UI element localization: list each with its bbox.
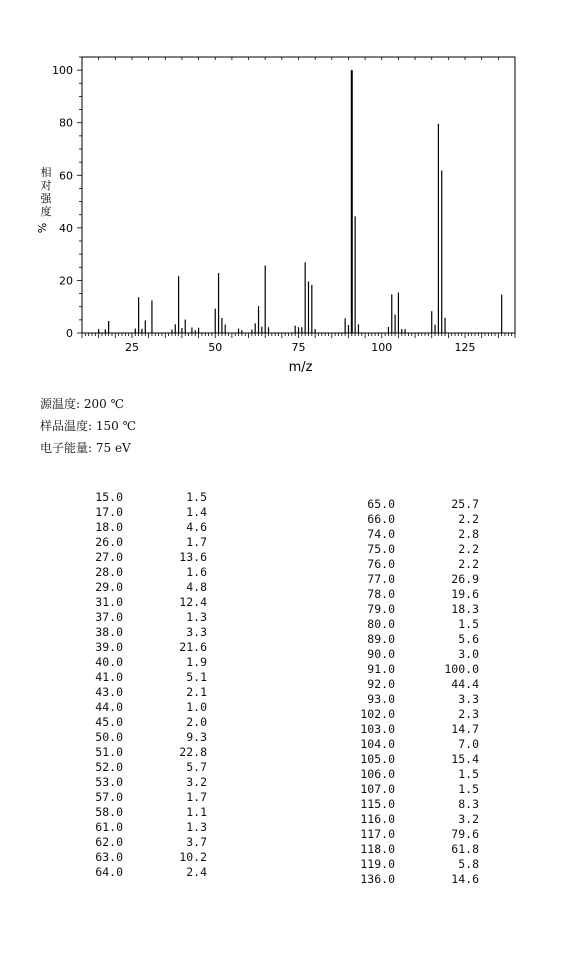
peak-row: [68, 490, 207, 505]
intensity-value: 1.7: [186, 535, 207, 549]
peak-row: [340, 722, 479, 737]
mz-value: 38.0: [95, 625, 123, 639]
peak-row: [68, 610, 207, 625]
instrument-conditions: [40, 393, 136, 459]
mz-value: 89.0: [367, 632, 395, 646]
y-tick-label: 60: [59, 169, 73, 183]
mz-value: 102.0: [360, 707, 395, 721]
intensity-value: 10.2: [179, 850, 207, 864]
mz-value: 17.0: [95, 505, 123, 519]
mz-value: 27.0: [95, 550, 123, 564]
peak-row: [68, 775, 207, 790]
intensity-value: 1.4: [186, 505, 207, 519]
mz-value: 79.0: [367, 602, 395, 616]
peak-row: [340, 797, 479, 812]
intensity-value: 3.2: [458, 812, 479, 826]
mz-value: 90.0: [367, 647, 395, 661]
peak-row: [68, 865, 207, 880]
peak-row: [68, 835, 207, 850]
mz-value: 43.0: [95, 685, 123, 699]
mz-value: 117.0: [360, 827, 395, 841]
mz-value: 50.0: [95, 730, 123, 744]
peak-row: [68, 700, 207, 715]
peak-row: [68, 730, 207, 745]
intensity-value: 1.5: [186, 490, 207, 504]
mz-value: 61.0: [95, 820, 123, 834]
mz-value: 58.0: [95, 805, 123, 819]
intensity-value: 1.7: [186, 790, 207, 804]
peak-row: [68, 580, 207, 595]
peak-table-left: [68, 490, 207, 880]
electron-energy: 电子能量: 75 eV: [40, 441, 131, 455]
intensity-value: 2.2: [458, 542, 479, 556]
intensity-value: 14.6: [451, 872, 479, 886]
peak-row: [340, 542, 479, 557]
peak-row: [68, 535, 207, 550]
mz-value: 116.0: [360, 812, 395, 826]
peak-row: [340, 857, 479, 872]
peak-row: [68, 685, 207, 700]
mz-value: 39.0: [95, 640, 123, 654]
plot-frame: [82, 57, 515, 333]
intensity-value: 1.0: [186, 700, 207, 714]
mz-value: 77.0: [367, 572, 395, 586]
intensity-value: 61.8: [451, 842, 479, 856]
intensity-value: 1.9: [186, 655, 207, 669]
peak-row: [68, 625, 207, 640]
intensity-value: 3.3: [458, 692, 479, 706]
mz-value: 74.0: [367, 527, 395, 541]
peak-row: [68, 640, 207, 655]
intensity-value: 18.3: [451, 602, 479, 616]
y-tick-label: 40: [59, 221, 73, 235]
source-temperature: 源温度: 200 ℃: [40, 397, 125, 411]
mz-value: 66.0: [367, 512, 395, 526]
intensity-value: 19.6: [451, 587, 479, 601]
mz-value: 80.0: [367, 617, 395, 631]
peak-row: [68, 565, 207, 580]
intensity-value: 5.6: [458, 632, 479, 646]
y-tick-label: 0: [66, 327, 73, 340]
intensity-value: 5.8: [458, 857, 479, 871]
peak-table-right: [340, 497, 479, 887]
mz-value: 104.0: [360, 737, 395, 751]
intensity-value: 2.8: [458, 527, 479, 541]
intensity-value: 1.1: [186, 805, 207, 819]
intensity-value: 13.6: [179, 550, 207, 564]
x-tick-label: 25: [124, 341, 139, 354]
mz-value: 62.0: [95, 835, 123, 849]
mz-value: 118.0: [360, 842, 395, 856]
peak-row: [340, 692, 479, 707]
intensity-value: 100.0: [444, 662, 479, 676]
peak-row: [340, 782, 479, 797]
intensity-value: 1.3: [186, 820, 207, 834]
mz-value: 93.0: [367, 692, 395, 706]
peak-row: [340, 872, 479, 887]
intensity-value: 44.4: [451, 677, 479, 691]
intensity-value: 79.6: [451, 827, 479, 841]
sample-temperature: 样品温度: 150 ℃: [40, 419, 137, 433]
mz-value: 57.0: [95, 790, 123, 804]
mz-value: 44.0: [95, 700, 123, 714]
y-tick-label: 20: [59, 274, 73, 288]
peak-row: [68, 505, 207, 520]
mz-value: 63.0: [95, 850, 123, 864]
peak-row: [340, 812, 479, 827]
intensity-value: 1.3: [186, 610, 207, 624]
y-tick-label: 80: [59, 116, 73, 130]
intensity-value: 5.7: [186, 760, 207, 774]
mz-value: 136.0: [360, 872, 395, 886]
peak-row: [68, 595, 207, 610]
x-tick-label: 125: [454, 341, 476, 354]
y-axis-label-char: 对: [40, 179, 52, 192]
x-tick-label: 100: [371, 341, 393, 354]
peak-row: [340, 677, 479, 692]
peak-row: [68, 520, 207, 535]
intensity-value: 9.3: [186, 730, 207, 744]
intensity-value: 7.0: [458, 737, 479, 751]
intensity-value: 2.4: [186, 865, 207, 879]
peak-row: [68, 670, 207, 685]
intensity-value: 26.9: [451, 572, 479, 586]
mz-value: 28.0: [95, 565, 123, 579]
mz-value: 37.0: [95, 610, 123, 624]
peak-row: [340, 662, 479, 677]
peak-row: [340, 512, 479, 527]
intensity-value: 2.0: [186, 715, 207, 729]
mz-value: 15.0: [95, 490, 123, 504]
intensity-value: 1.5: [458, 767, 479, 781]
mz-value: 53.0: [95, 775, 123, 789]
peak-row: [68, 790, 207, 805]
peak-row: [340, 752, 479, 767]
mz-value: 106.0: [360, 767, 395, 781]
intensity-value: 3.3: [186, 625, 207, 639]
mz-value: 40.0: [95, 655, 123, 669]
mz-value: 64.0: [95, 865, 123, 879]
x-axis-label: m/z: [288, 360, 313, 375]
mz-value: 52.0: [95, 760, 123, 774]
y-axis-label-char: 强: [40, 192, 52, 205]
peak-row: [68, 745, 207, 760]
peak-row: [340, 707, 479, 722]
intensity-value: 3.2: [186, 775, 207, 789]
peak-row: [340, 497, 479, 512]
peak-row: [68, 550, 207, 565]
intensity-value: 1.6: [186, 565, 207, 579]
mz-value: 78.0: [367, 587, 395, 601]
peak-row: [68, 805, 207, 820]
intensity-value: 2.2: [458, 512, 479, 526]
mz-value: 29.0: [95, 580, 123, 594]
intensity-value: 3.7: [186, 835, 207, 849]
y-tick-label: 100: [52, 64, 73, 78]
mz-value: 75.0: [367, 542, 395, 556]
peak-row: [340, 587, 479, 602]
intensity-value: 15.4: [451, 752, 479, 766]
intensity-value: 25.7: [451, 497, 479, 511]
peak-row: [68, 850, 207, 865]
peak-row: [340, 647, 479, 662]
mz-value: 76.0: [367, 557, 395, 571]
intensity-value: 8.3: [458, 797, 479, 811]
x-tick-label: 75: [291, 341, 306, 354]
peak-row: [340, 842, 479, 857]
intensity-value: 22.8: [179, 745, 207, 759]
mz-value: 91.0: [367, 662, 395, 676]
peak-row: [340, 557, 479, 572]
mz-value: 92.0: [367, 677, 395, 691]
mz-value: 51.0: [95, 745, 123, 759]
peak-row: [68, 820, 207, 835]
mz-value: 45.0: [95, 715, 123, 729]
peak-row: [340, 572, 479, 587]
peak-row: [340, 767, 479, 782]
intensity-value: 3.0: [458, 647, 479, 661]
y-axis-label-unit: %: [36, 222, 49, 234]
peak-row: [68, 655, 207, 670]
mz-value: 18.0: [95, 520, 123, 534]
intensity-value: 14.7: [451, 722, 479, 736]
intensity-value: 4.6: [186, 520, 207, 534]
mz-value: 65.0: [367, 497, 395, 511]
mz-value: 31.0: [95, 595, 123, 609]
intensity-value: 2.2: [458, 557, 479, 571]
peak-row: [340, 632, 479, 647]
intensity-value: 2.1: [186, 685, 207, 699]
intensity-value: 1.5: [458, 617, 479, 631]
mz-value: 26.0: [95, 535, 123, 549]
intensity-value: 21.6: [179, 640, 207, 654]
peak-row: [340, 737, 479, 752]
x-tick-label: 50: [208, 341, 223, 354]
y-axis-label-char: 度: [40, 205, 52, 218]
intensity-value: 4.8: [186, 580, 207, 594]
mz-value: 115.0: [360, 797, 395, 811]
peak-row: [340, 617, 479, 632]
mz-value: 105.0: [360, 752, 395, 766]
mz-value: 119.0: [360, 857, 395, 871]
intensity-value: 2.3: [458, 707, 479, 721]
peak-row: [340, 527, 479, 542]
intensity-value: 12.4: [179, 595, 207, 609]
peak-row: [68, 760, 207, 775]
mz-value: 103.0: [360, 722, 395, 736]
intensity-value: 5.1: [186, 670, 207, 684]
mz-value: 41.0: [95, 670, 123, 684]
intensity-value: 1.5: [458, 782, 479, 796]
peak-row: [340, 827, 479, 842]
mass-spectrum-svg: [0, 0, 570, 380]
mass-spectrum-chart: [0, 0, 570, 380]
peak-row: [340, 602, 479, 617]
y-axis-label-char: 相: [40, 166, 52, 179]
peak-row: [68, 715, 207, 730]
mz-value: 107.0: [360, 782, 395, 796]
